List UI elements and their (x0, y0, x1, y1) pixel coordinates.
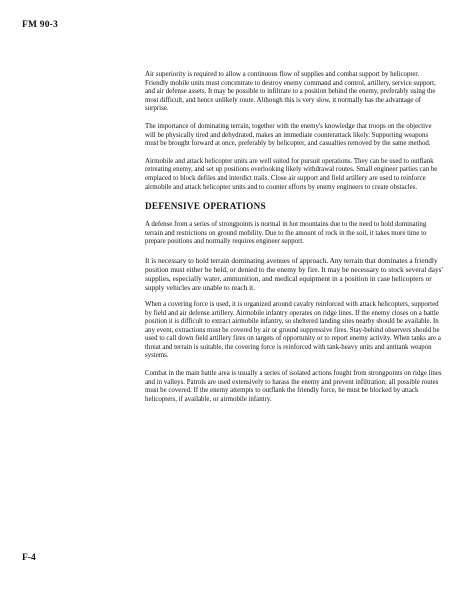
paragraph-strongpoint-defense: A defense from a series of strongpoints is normal in hot mountains due to the need to hold dominating terrain and restrictions on ground mobility. Due to the amount of rock in the soil, it takes more time to prepare positions and normally requires engineer support. (145, 221, 427, 246)
paragraph-hold-terrain: It is necessary to hold terrain dominating avenues of approach. Any terrain that dominates a friendly position must either be held, or denied to the enemy by fire. It may be necessary to stock several days' supplies, especially water, ammunition, and medical equipment in a position in case helicopters or supply vehicles are unable to reach it. (145, 255, 443, 292)
paragraph-air-superiority: Air superiority is required to allow a continuous flow of supplies and combat support by helicopter. Friendly mobile units must concentrate to destroy enemy command and control, artillery, service support, and air defense assets. It may be possible to infiltrate to a position behind the enemy, preferably using the most difficult, and hence unlikely route. Although this is very slow, it normally has the advantage of surprise. (145, 71, 436, 113)
section-heading-defensive-operations: DEFENSIVE OPERATIONS (145, 201, 266, 212)
page-body (145, 71, 443, 413)
paragraph-covering-force: When a covering force is used, it is organized around cavalry reinforced with attack helicopters, supported by field and air defense artillery. Airmobile infantry operates on ridge lines. If the enemy closes on a battle position it is difficult to extract airmobile infantry, so sheltered landing sites nearby should be available. In any event, extractions must be covered by air or ground suppressive fires. Stay-behind observers should be used to call down field artillery fires on targets of opportunity or to report enemy activity. When tanks are a threat and terrain is suitable, the covering force is reinforced with tank-heavy units and antitank weapon systems. (145, 300, 441, 360)
page-number: F-4 (22, 553, 36, 563)
paragraph-main-battle-area: Combat in the main battle area is usually a series of isolated actions fought from strongpoints on ridge lines and in valleys. Patrols are used extensively to harass the enemy and prevent infiltration; all possible routes must be covered. If the enemy attempts to outflank the friendly force, he must be blocked by attack helicopters, if available, or airmobile infantry. (145, 370, 442, 403)
paragraph-dominating-terrain: The importance of dominating terrain, together with the enemy's knowledge that troops on the objective will be physically tired and dehydrated, makes an immediate counterattack likely. Supporting weapons must be brought forward at once, preferably by helicopter, and casualties removed by the same method. (145, 122, 432, 148)
manual-identifier: FM 90-3 (22, 20, 58, 30)
paragraph-pursuit-operations: Airmobile and attack helicopter units are well suited for pursuit operations. They can be used to outflank retreating enemy, and set up positions overlooking likely withdrawal routes. Small engineer parties can be emplaced to block defiles and interdict trails. Close air support and field artillery are used to reinforce airmobile and attack helicopter units and to counter efforts by enemy engineers to create obstacles. (145, 157, 438, 191)
